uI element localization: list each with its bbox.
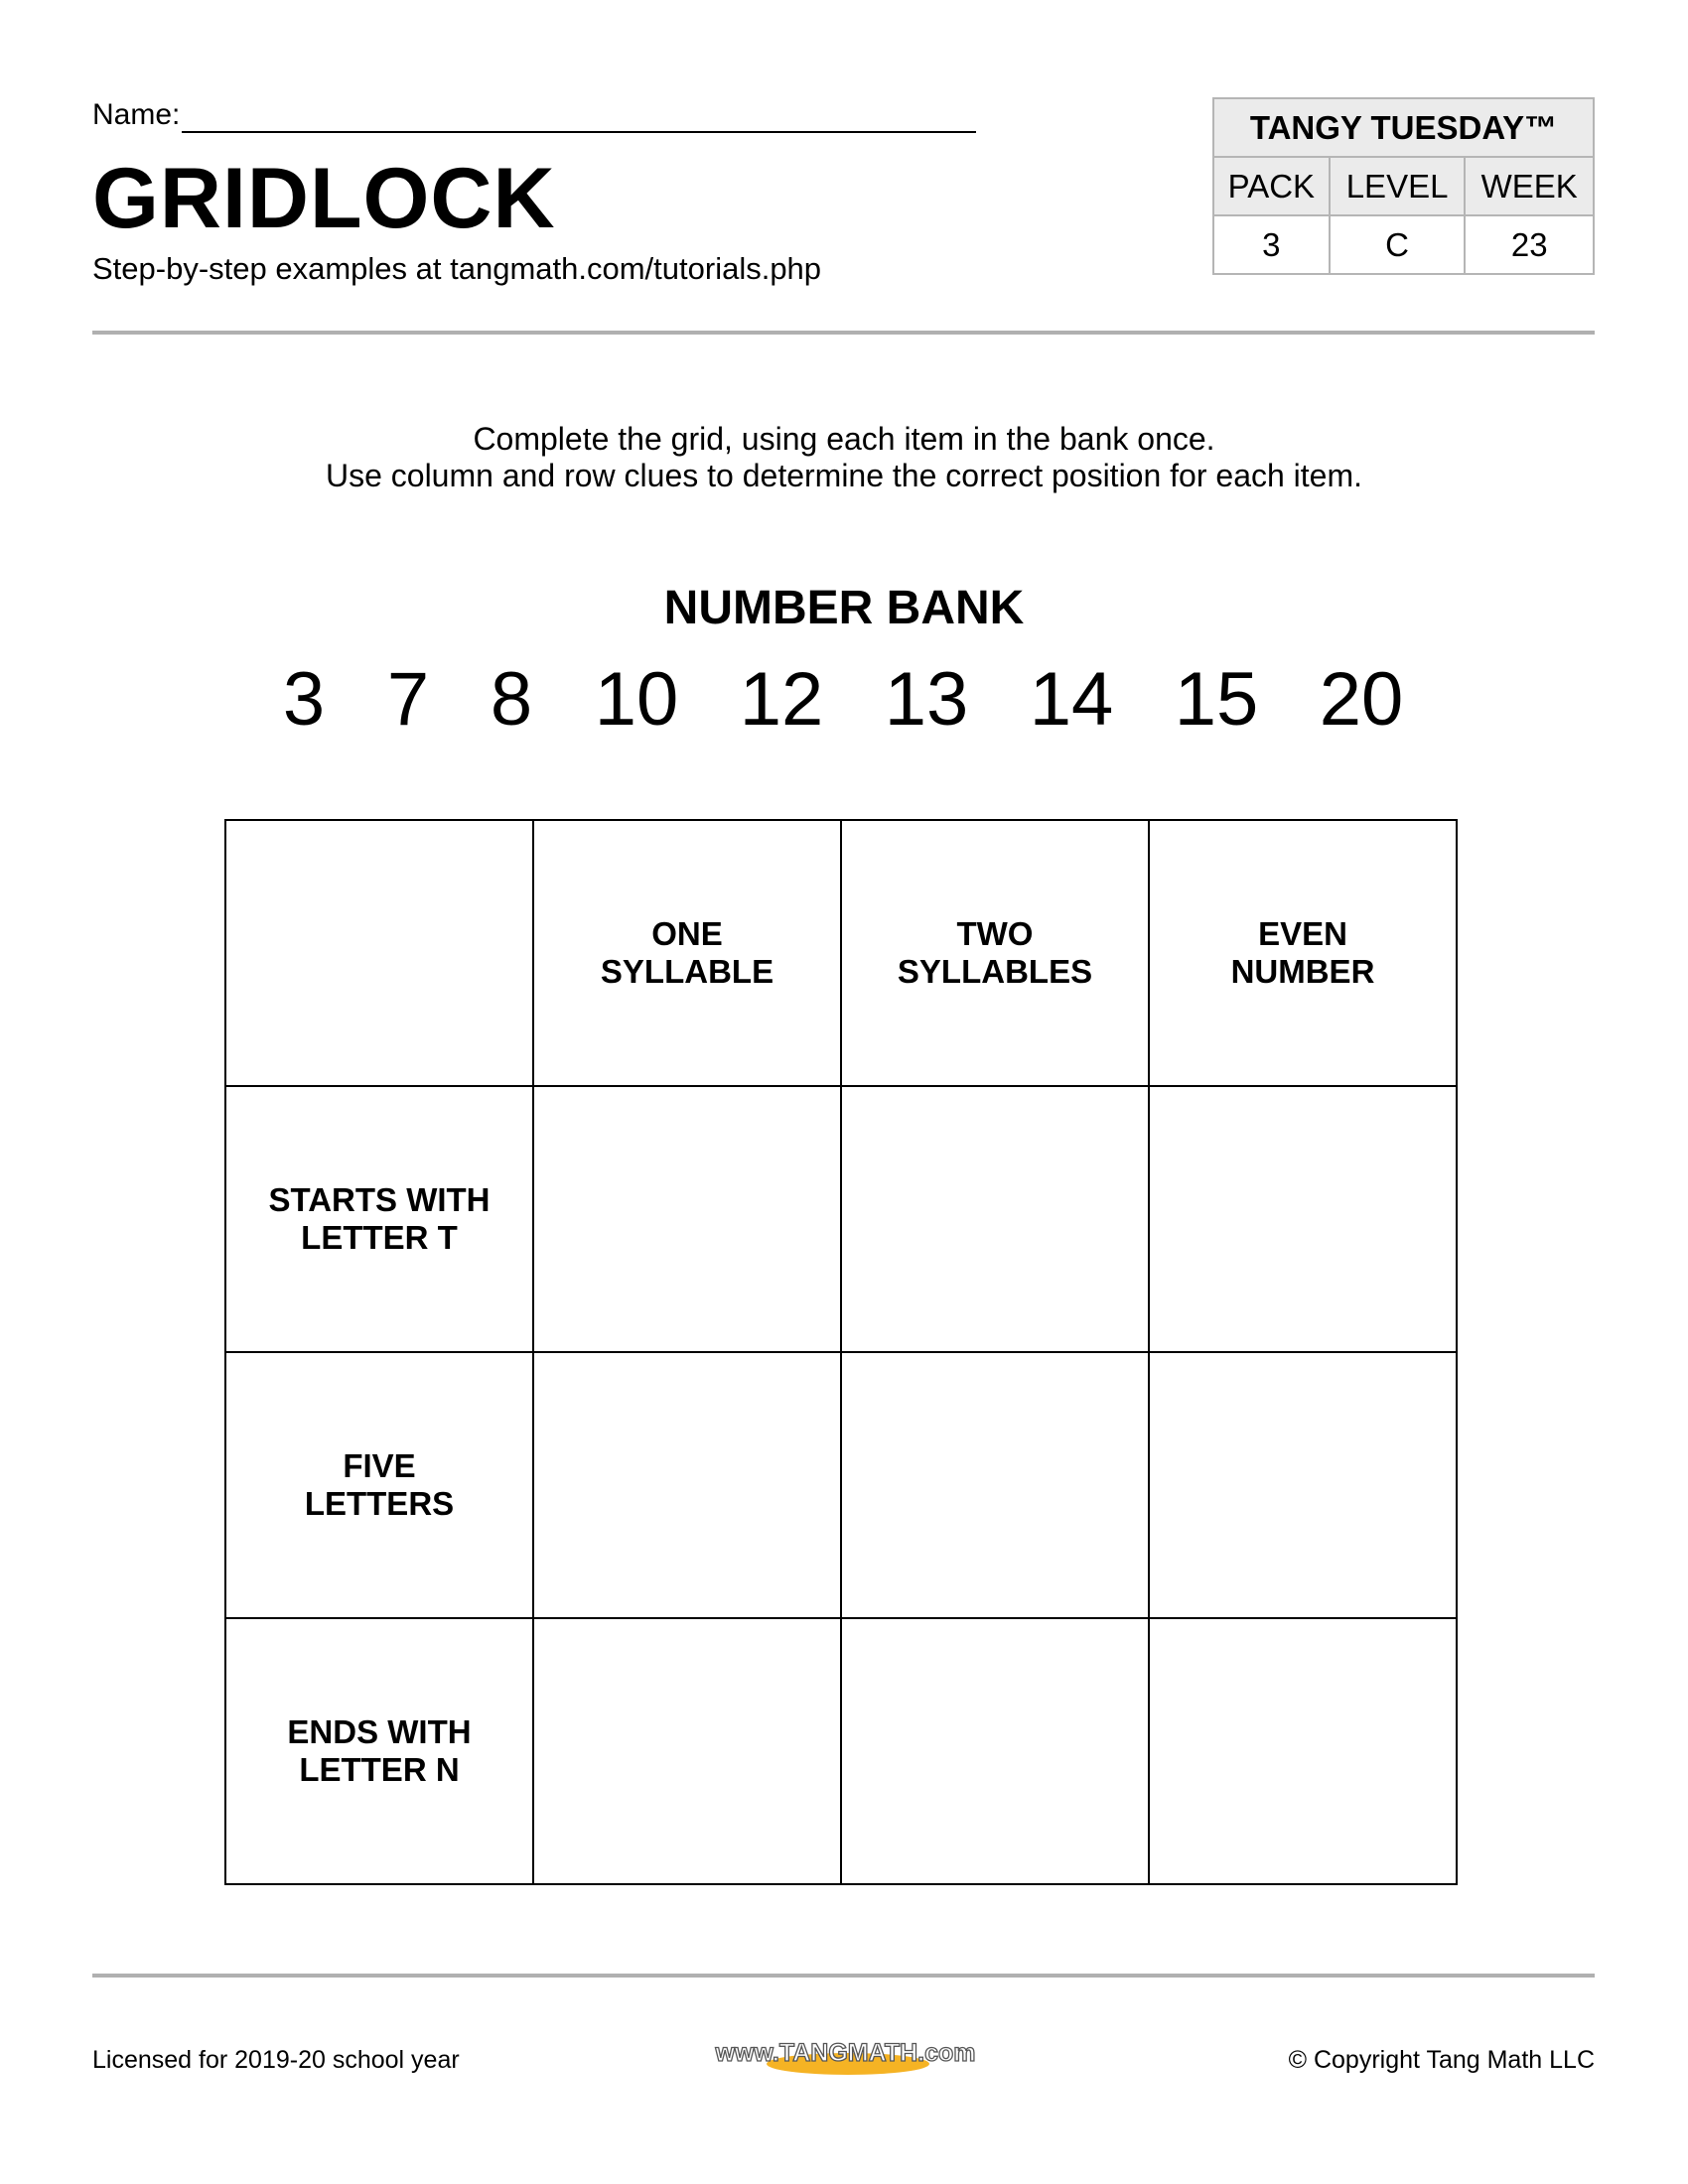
answer-cell[interactable] [1149,1618,1457,1884]
name-line [92,97,976,133]
name-label: Name: [92,98,181,131]
instructions-line-1: Complete the grid, using each item in the bank once. [473,421,1215,457]
row-header-line: ENDS WITH [287,1713,472,1750]
page-title: GRIDLOCK [92,151,556,246]
tutorial-link-text: Step-by-step examples at tangmath.com/tutorials.php [92,251,822,286]
column-header-line: SYLLABLES [897,953,1093,990]
info-box-title: TANGY TUESDAY™ [1213,98,1594,157]
column-header-line: ONE [651,915,723,952]
column-header-even-number [1149,820,1457,1086]
level-label: LEVEL [1330,157,1466,215]
answer-cell[interactable] [533,1352,841,1618]
week-label: WEEK [1465,157,1594,215]
column-header-one-syllable [533,820,841,1086]
row-header-line: FIVE [343,1447,416,1484]
footer-divider [92,1974,1595,1978]
bank-number: 15 [1174,657,1259,742]
column-header-line: NUMBER [1230,953,1375,990]
row-header-five-letters [225,1352,533,1618]
bank-number: 12 [739,657,824,742]
row-header-line: LETTERS [304,1485,455,1522]
answer-cell[interactable] [841,1086,1149,1352]
answer-cell[interactable] [841,1618,1149,1884]
answer-cell[interactable] [533,1618,841,1884]
pack-value: 3 [1213,215,1330,274]
row-header-line: LETTER N [299,1751,460,1788]
answer-cell[interactable] [533,1086,841,1352]
week-value: 23 [1465,215,1594,274]
level-value: C [1330,215,1466,274]
bank-number: 7 [386,657,430,742]
license-text: Licensed for 2019-20 school year [92,2046,460,2074]
column-header-line: EVEN [1258,915,1347,952]
gridlock-grid [224,819,1458,1885]
column-header-line: TWO [956,915,1034,952]
number-bank-title: NUMBER BANK [663,582,1025,634]
name-blank-field[interactable] [182,99,976,133]
answer-cell[interactable] [1149,1086,1457,1352]
info-box [1212,97,1595,275]
answer-cell[interactable] [841,1352,1149,1618]
bank-number: 10 [594,657,679,742]
bank-number: 3 [282,657,326,742]
logo-text: www.TANGMATH.com [715,2039,976,2067]
grid-corner-cell [225,820,533,1086]
row-header-line: STARTS WITH [268,1181,491,1218]
bank-number: 20 [1319,657,1404,742]
bank-number: 8 [490,657,533,742]
copyright-text: © Copyright Tang Math LLC [1288,2046,1595,2074]
bank-number: 13 [884,657,969,742]
column-header-line: SYLLABLE [600,953,774,990]
tangmath-logo[interactable] [699,2039,992,2079]
row-header-starts-with-t [225,1086,533,1352]
row-header-ends-with-n [225,1618,533,1884]
header-divider [92,331,1595,335]
number-bank [0,655,1688,745]
instructions-line-2: Use column and row clues to determine the correct position for each item. [325,458,1363,493]
bank-number: 14 [1029,657,1114,742]
pack-label: PACK [1213,157,1330,215]
answer-cell[interactable] [1149,1352,1457,1618]
column-header-two-syllables [841,820,1149,1086]
instructions [0,421,1688,494]
row-header-line: LETTER T [301,1219,458,1256]
